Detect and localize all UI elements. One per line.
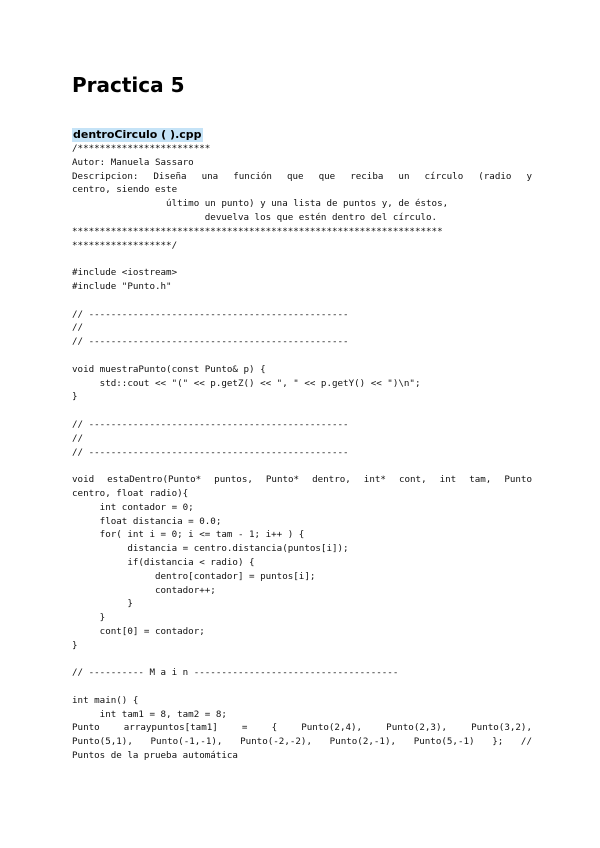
code-line — [72, 404, 532, 418]
code-line: // ----------------------------------------------- — [72, 446, 349, 458]
code-line: último un punto) y una lista de puntos y, de éstos, — [72, 198, 449, 210]
code-line: float distancia = 0.0; — [72, 515, 222, 527]
code-line — [72, 680, 532, 694]
file-name-heading: dentroCirculo ( ).cpp — [73, 128, 202, 141]
code-line — [72, 294, 532, 308]
code-line: } — [72, 391, 78, 403]
code-line: Punto arraypuntos[tam1] = { Punto(2,4), Punto(2,3), Punto(3,2), — [72, 722, 532, 734]
page-title: Practica 5 — [72, 73, 185, 97]
code-line: // ---------- M a i n ------------------------------------- — [72, 667, 399, 679]
code-line: int main() { — [72, 694, 139, 706]
code-line — [72, 652, 532, 666]
code-line: centro, siendo este — [72, 184, 178, 196]
code-line: int tam1 = 8, tam2 = 8; — [72, 708, 227, 720]
code-line: Punto(5,1), Punto(-1,-1), Punto(-2,-2), Punto(2,-1), Punto(5,-1) }; // — [72, 736, 532, 748]
code-line: ******************************************************************* — [72, 225, 443, 237]
code-line: void estaDentro(Punto* puntos, Punto* dentro, int* cont, int tam, Punto — [72, 474, 532, 486]
code-line: // ----------------------------------------------- — [72, 418, 349, 430]
code-line: // ----------------------------------------------- — [72, 308, 349, 320]
code-line: #include <iostream> — [72, 267, 178, 279]
code-line: // ----------------------------------------------- — [72, 336, 349, 348]
code-line: ******************/ — [72, 239, 178, 251]
code-line: contador++; — [72, 584, 216, 596]
code-line — [72, 459, 532, 473]
code-line: int contador = 0; — [72, 501, 194, 513]
code-line: distancia = centro.distancia(puntos[i]); — [72, 543, 349, 555]
code-line: /************************ — [72, 143, 211, 154]
code-line: } — [72, 639, 78, 651]
code-line: #include "Punto.h" — [72, 280, 172, 292]
code-line: } — [72, 598, 133, 610]
code-line — [72, 252, 532, 266]
code-line: // — [72, 322, 84, 334]
code-line: devuelva los que estén dentro del círculo. — [72, 211, 438, 223]
code-block — [72, 142, 532, 763]
code-line: void muestraPunto(const Punto& p) { — [72, 363, 266, 375]
code-line: std::cout << "(" << p.getZ() << ", " << p.getY() << ")\n"; — [72, 377, 421, 389]
code-line — [72, 349, 532, 363]
code-line: } — [72, 612, 106, 624]
code-line: Autor: Manuela Sassaro — [72, 156, 194, 168]
code-line: if(distancia < radio) { — [72, 556, 255, 568]
code-line: cont[0] = contador; — [72, 625, 205, 637]
code-line: centro, float radio){ — [72, 487, 189, 499]
code-line: dentro[contador] = puntos[i]; — [72, 570, 316, 582]
code-line: Descripcion: Diseña una función que que reciba un círculo (radio y — [72, 170, 532, 182]
code-line: // — [72, 432, 84, 444]
code-line: for( int i = 0; i <= tam - 1; i++ ) { — [72, 529, 305, 541]
code-line: Puntos de la prueba automática — [72, 750, 238, 762]
